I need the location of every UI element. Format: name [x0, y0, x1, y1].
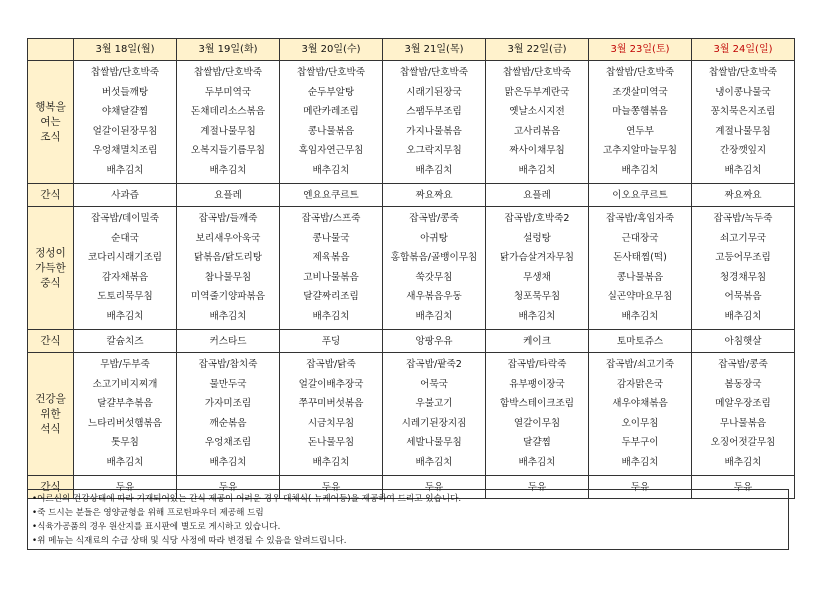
- day-header: 3월 22일(금): [486, 39, 589, 61]
- snack-cell: 커스타드: [177, 330, 280, 353]
- menu-item: 메란카레조림: [303, 106, 359, 117]
- menu-item: 참나물무침: [204, 271, 252, 283]
- day-header: 3월 20일(수): [280, 39, 383, 61]
- meal-label: [28, 207, 74, 330]
- menu-item: 고추지알마늘무침: [602, 145, 678, 156]
- menu-item: 얼갈이배추장국: [298, 378, 364, 390]
- menu-item: 얼갈이된장무침: [92, 125, 158, 137]
- meal-cell: [280, 61, 383, 184]
- day-header: 3월 21일(목): [383, 39, 486, 61]
- menu-item: 오그락지무침: [406, 145, 462, 156]
- menu-item: 마늘쫑햄볶음: [612, 106, 668, 117]
- menu-item: 가지나물볶음: [406, 125, 462, 137]
- menu-item: 찹쌀밥/단호박죽: [399, 67, 469, 78]
- menu-item: 아귀탕: [420, 232, 448, 244]
- menu-item: 배추김치: [724, 456, 762, 468]
- snack-cell: 푸딩: [280, 330, 383, 353]
- note-line: •위 메뉴는 식재료의 수급 상태 및 식당 사정에 따라 변경될 수 있음을 알려드립니다.: [32, 536, 347, 546]
- meal-cell: [589, 207, 692, 330]
- meal-label: [28, 61, 74, 184]
- meal-label-line: 행복을: [35, 100, 66, 113]
- menu-item: 찹쌀밥/단호박죽: [296, 67, 366, 78]
- snack-row: [28, 184, 795, 207]
- snack-cell: 토마토쥬스: [589, 330, 692, 353]
- menu-item: 쑥갓무침: [415, 271, 453, 283]
- meal-cell: [74, 61, 177, 184]
- menu-item: 잡곡밥/스프죽: [301, 213, 361, 224]
- menu-item: 소고기비지찌개: [92, 378, 158, 390]
- menu-item: 배추김치: [106, 310, 144, 322]
- menu-item: 세발나물무침: [406, 437, 462, 448]
- menu-item: 꽁치묵은지조림: [710, 106, 776, 117]
- meal-label-line: 여는: [40, 115, 61, 128]
- menu-item: 잡곡밥/녹두죽: [713, 213, 773, 224]
- day-header-row: [28, 39, 795, 61]
- menu-item: 고등어무조림: [715, 252, 771, 263]
- menu-item: 순대국: [111, 232, 139, 244]
- day-header: 3월 18일(월): [74, 39, 177, 61]
- meal-cell: [177, 353, 280, 476]
- menu-item: 잡곡밥/타락죽: [507, 359, 567, 370]
- menu-item: 닭볶음/닭도리탕: [193, 252, 263, 263]
- menu-item: 맑은두부계란국: [504, 86, 570, 98]
- menu-item: 잡곡밥/참치죽: [198, 359, 258, 370]
- snack-cell: 요플레: [177, 184, 280, 207]
- meal-cell: [383, 207, 486, 330]
- meal-cell: [692, 61, 795, 184]
- snack-cell: 칼슘치즈: [74, 330, 177, 353]
- menu-item: 배추김치: [106, 456, 144, 468]
- snack-cell: 두유: [383, 476, 486, 499]
- menu-item: 청포묵무침: [513, 291, 561, 302]
- menu-item: 배추김치: [209, 310, 247, 322]
- snack-label: 간식: [28, 184, 74, 207]
- menu-item: 배추김치: [312, 164, 350, 176]
- menu-item: 찹쌀밥/단호박죽: [502, 67, 572, 78]
- menu-item: 배추김치: [518, 164, 556, 176]
- menu-item: 홍합볶음/골뱅이무침: [390, 252, 478, 263]
- menu-item: 우엉채조림: [204, 437, 252, 448]
- menu-item: 함박스테이크조림: [499, 398, 575, 409]
- menu-item: 배추김치: [312, 456, 350, 468]
- snack-cell: 이오요쿠르트: [589, 184, 692, 207]
- snack-cell: 케이크: [486, 330, 589, 353]
- snack-cell: 두유: [280, 476, 383, 499]
- menu-item: 어묵볶음: [724, 291, 762, 302]
- meal-cell: [692, 207, 795, 330]
- menu-item: 제육볶음: [312, 252, 350, 263]
- menu-item: 스팸두부조림: [406, 106, 462, 117]
- meal-cell: [383, 61, 486, 184]
- menu-item: 유부팽이장국: [509, 378, 565, 390]
- menu-item: 도토리묵무침: [97, 291, 153, 302]
- meal-cell: [486, 61, 589, 184]
- menu-item: 잡곡밥/호박죽2: [504, 213, 570, 224]
- day-header: 3월 19일(화): [177, 39, 280, 61]
- menu-item: 배추김치: [518, 310, 556, 322]
- menu-item: 달걀짜리조림: [303, 291, 359, 302]
- meal-label-line: 석식: [40, 422, 61, 435]
- menu-item: 배추김치: [518, 456, 556, 468]
- snack-cell: 두유: [589, 476, 692, 499]
- corner-cell: [28, 39, 74, 61]
- menu-item: 돈나물무침: [307, 437, 355, 448]
- snack-cell: 두유: [692, 476, 795, 499]
- meal-cell: [486, 353, 589, 476]
- menu-item: 무밥/두부죽: [100, 359, 150, 370]
- menu-item: 오징어젓갈무침: [710, 437, 776, 448]
- menu-item: 쇠고기무국: [719, 232, 767, 244]
- menu-item: 시래기된장국: [406, 86, 462, 98]
- snack-cell: 엔요요쿠르트: [280, 184, 383, 207]
- meal-row: [28, 353, 795, 476]
- meal-cell: [280, 353, 383, 476]
- meal-cell: [486, 207, 589, 330]
- menu-item: 배추김치: [209, 456, 247, 468]
- meal-row: [28, 207, 795, 330]
- menu-item: 실곤약마요무침: [607, 291, 673, 302]
- menu-item: 잡곡밥/들깨죽: [198, 213, 258, 224]
- menu-item: 돈사태찜(떡): [613, 252, 667, 263]
- menu-item: 계절나물무침: [715, 125, 771, 137]
- menu-item: 배추김치: [621, 310, 659, 322]
- menu-item: 감자맑은국: [616, 378, 664, 390]
- menu-item: 찹쌀밥/단호박죽: [193, 67, 263, 78]
- meal-cell: [280, 207, 383, 330]
- menu-item: 배추김치: [724, 164, 762, 176]
- menu-item: 감자채볶음: [101, 271, 149, 283]
- menu-item: 배추김치: [415, 456, 453, 468]
- menu-item: 두부구이: [621, 437, 659, 448]
- menu-item: 가자미조림: [204, 398, 252, 409]
- menu-item: 우엉채멸치조림: [92, 145, 158, 156]
- snack-cell: 두유: [177, 476, 280, 499]
- menu-item: 배추김치: [312, 310, 350, 322]
- menu-item: 야채달걀찜: [101, 106, 149, 117]
- meal-label-line: 조식: [40, 130, 61, 143]
- menu-item: 옛날소시지전: [509, 106, 565, 117]
- menu-item: 오복지들기름무침: [190, 145, 266, 156]
- snack-label: 간식: [28, 330, 74, 353]
- menu-item: 냉이콩나물국: [715, 86, 771, 98]
- menu-item: 느타리버섯햄볶음: [87, 417, 163, 429]
- snack-label: 간식: [28, 476, 74, 499]
- menu-item: 달걀찜: [523, 437, 551, 448]
- meal-cell: [589, 61, 692, 184]
- weekly-menu-table: [27, 38, 795, 499]
- day-header-weekend: 3월 23일(토): [589, 39, 692, 61]
- menu-item: 톳무침: [111, 437, 139, 448]
- menu-item: 버섯들깨탕: [101, 86, 149, 98]
- snack-cell: 사과즙: [74, 184, 177, 207]
- meal-label-line: 정성이: [35, 246, 66, 259]
- meal-label-line: 건강을: [35, 392, 66, 405]
- meal-row: [28, 61, 795, 184]
- menu-item: 콩나물국: [312, 232, 350, 244]
- menu-item: 시레기된장지짐: [401, 417, 467, 429]
- menu-item: 메알우장조림: [715, 398, 771, 409]
- menu-item: 잡곡밥/닭죽: [306, 359, 356, 370]
- menu-item: 잡곡밥/콩죽: [409, 213, 459, 224]
- menu-item: 봄동장국: [724, 378, 762, 390]
- meal-cell: [589, 353, 692, 476]
- menu-item: 오이무침: [621, 417, 659, 429]
- meal-label-line: 위한: [40, 407, 61, 420]
- menu-item: 계절나물무침: [200, 125, 256, 137]
- snack-cell: 짜요짜요: [383, 184, 486, 207]
- menu-item: 배추김치: [415, 310, 453, 322]
- menu-item: 순두부알탕: [307, 86, 355, 98]
- note-line: •어르신의 건강상태에 따라 기재되어있는 간식 제공이 어려운 경우 대체식( 뉴케어등)을 제공하여 드리고 있습니다.: [32, 494, 462, 504]
- menu-item: 잡곡밥/흑임자죽: [605, 213, 675, 224]
- snack-cell: 짜요짜요: [692, 184, 795, 207]
- menu-item: 고사리볶음: [513, 125, 561, 137]
- menu-item: 깨순볶음: [209, 417, 247, 429]
- menu-item: 고비나물볶음: [303, 271, 359, 283]
- menu-item: 청경채무침: [719, 271, 767, 283]
- menu-item: 설렁탕: [523, 232, 551, 244]
- snack-cell: 앙팡우유: [383, 330, 486, 353]
- snack-row: [28, 330, 795, 353]
- menu-item: 물만두국: [209, 378, 247, 390]
- meal-cell: [692, 353, 795, 476]
- menu-item: 배추김치: [415, 164, 453, 176]
- menu-item: 짜사이채무침: [509, 145, 565, 156]
- menu-item: 우불고기: [415, 398, 453, 409]
- menu-item: 콩나물볶음: [616, 271, 664, 283]
- menu-item: 무나물볶음: [719, 417, 767, 429]
- menu-item: 배추김치: [209, 164, 247, 176]
- snack-cell: 두유: [486, 476, 589, 499]
- menu-item: 배추김치: [106, 164, 144, 176]
- meal-cell: [383, 353, 486, 476]
- meal-cell: [177, 61, 280, 184]
- menu-item: 연두부: [626, 125, 654, 137]
- menu-item: 달걀부추볶음: [97, 398, 153, 409]
- menu-item: 배추김치: [621, 456, 659, 468]
- menu-item: 잡곡밥/팥죽2: [406, 359, 462, 370]
- menu-item: 찹쌀밥/단호박죽: [605, 67, 675, 78]
- notes-box: [27, 489, 789, 550]
- menu-item: 돈채데리소스볶음: [190, 106, 266, 117]
- menu-item: 새우볶음우동: [406, 291, 462, 302]
- menu-item: 잡곡밥/콩죽: [718, 359, 768, 370]
- snack-cell: 요플레: [486, 184, 589, 207]
- menu-item: 콩나물볶음: [307, 125, 355, 137]
- meal-cell: [74, 353, 177, 476]
- menu-item: 배추김치: [724, 310, 762, 322]
- meal-label: [28, 353, 74, 476]
- meal-label-line: 가득한: [35, 261, 66, 274]
- menu-item: 무생채: [523, 271, 551, 283]
- meal-cell: [74, 207, 177, 330]
- snack-cell: 아침햇살: [692, 330, 795, 353]
- menu-item: 찹쌀밥/단호박죽: [90, 67, 160, 78]
- menu-item: 조갯살미역국: [612, 86, 668, 98]
- menu-item: 흑임자연근무침: [298, 145, 364, 156]
- menu-item: 어묵국: [420, 378, 448, 390]
- meal-cell: [177, 207, 280, 330]
- menu-item: 미역줄기양파볶음: [190, 291, 266, 302]
- menu-item: 근대장국: [621, 232, 659, 244]
- meal-label-line: 중식: [40, 276, 61, 289]
- menu-item: 열갈이무침: [513, 417, 561, 429]
- menu-item: 쭈꾸미버섯볶음: [298, 398, 364, 409]
- menu-item: 새우야채볶음: [612, 398, 668, 409]
- menu-item: 배추김치: [621, 164, 659, 176]
- menu-item: 간장깻잎지: [719, 145, 767, 156]
- menu-item: 찹쌀밥/단호박죽: [708, 67, 778, 78]
- note-line: •죽 드시는 분들은 영양균형을 위해 프로틴파우더 제공해 드림: [32, 508, 264, 518]
- menu-item: 잡곡밥/데이밀죽: [90, 213, 160, 224]
- menu-item: 잡곡밥/쇠고기죽: [605, 359, 675, 370]
- menu-item: 보리새우아욱국: [195, 232, 261, 244]
- menu-item: 닭가슴살겨자무침: [499, 252, 575, 263]
- menu-item: 시금치무침: [307, 417, 355, 429]
- day-header-weekend: 3월 24일(일): [692, 39, 795, 61]
- snack-cell: 두유: [74, 476, 177, 499]
- note-line: •식육가공품의 경우 원산지를 표시판에 별도로 게시하고 있습니다.: [32, 522, 281, 532]
- menu-item: 코다리시래기조림: [87, 252, 163, 263]
- menu-item: 두부미역국: [204, 86, 252, 98]
